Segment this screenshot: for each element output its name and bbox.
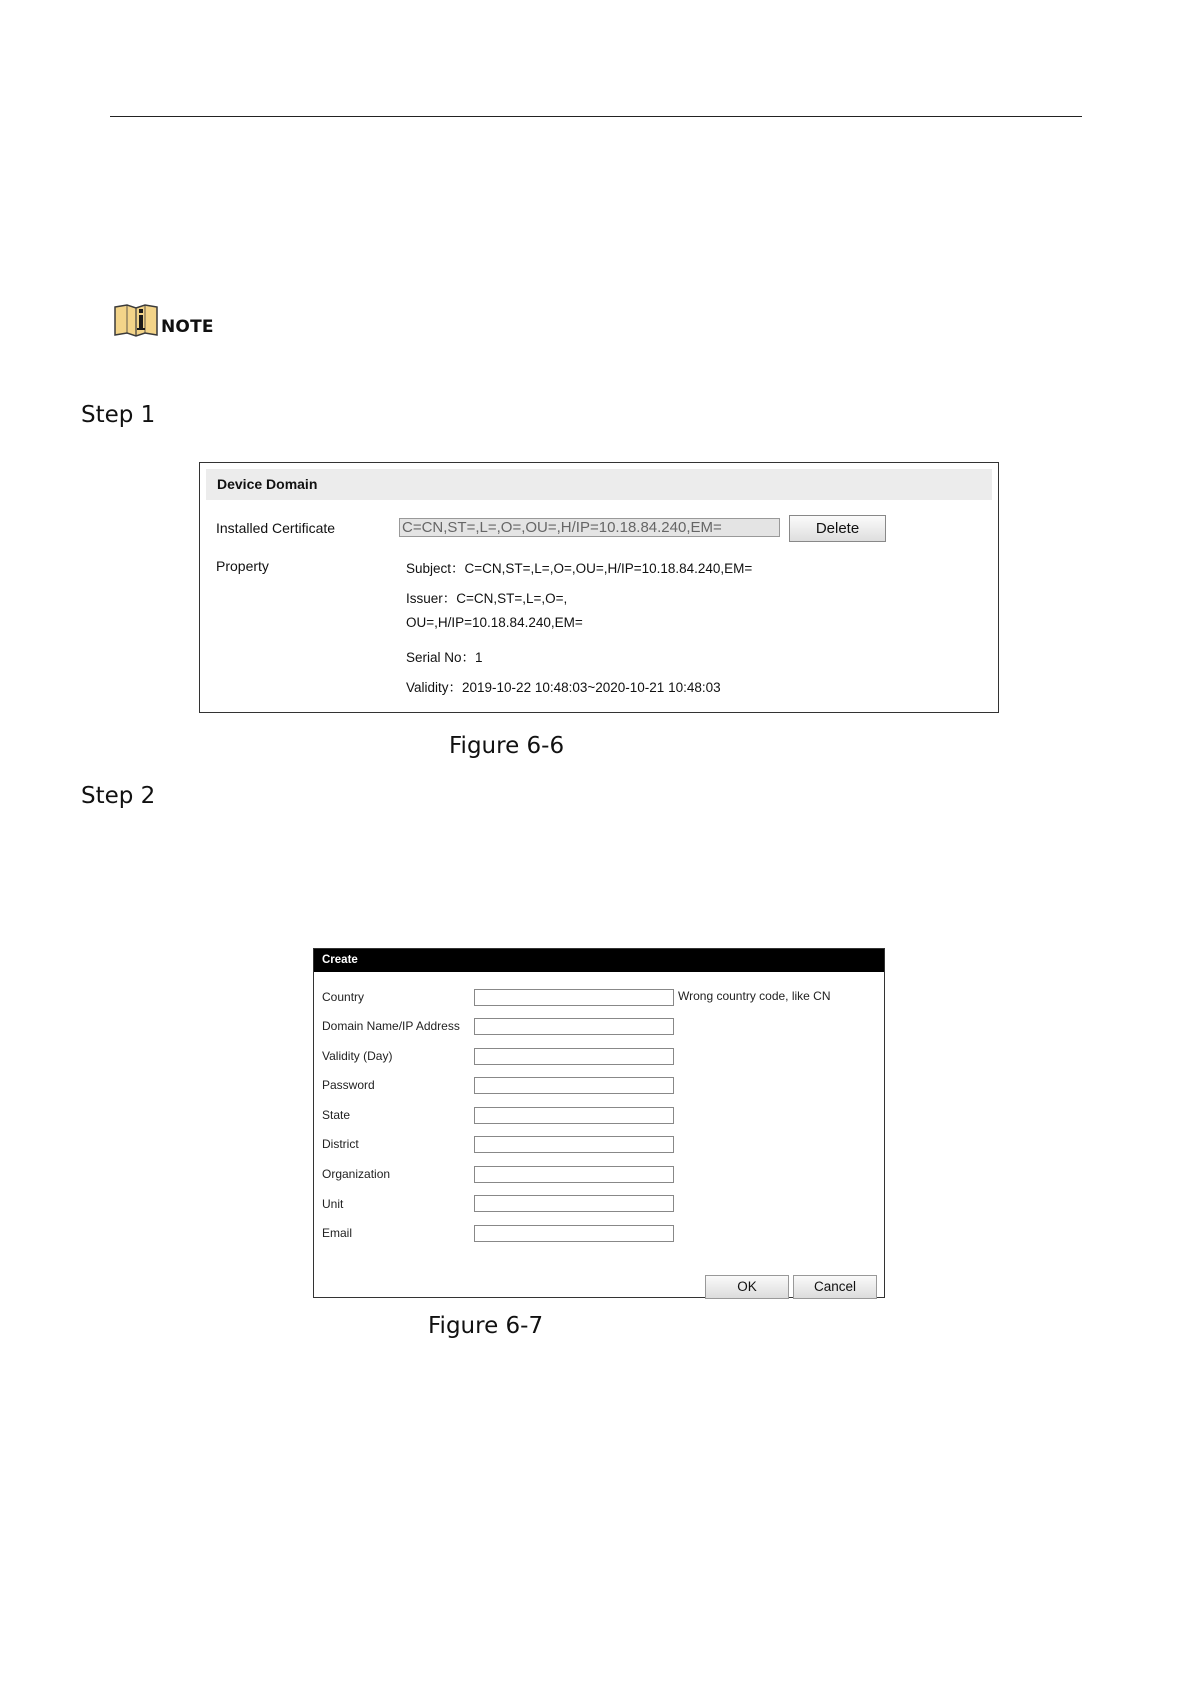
- header-rule: [110, 116, 1082, 117]
- step-2-label: Step 2: [81, 783, 156, 809]
- password-input[interactable]: [474, 1077, 674, 1094]
- email-input[interactable]: [474, 1225, 674, 1242]
- issuer-line: Issuer：C=CN,ST=,L=,O=,: [406, 591, 568, 606]
- district-label: District: [322, 1137, 359, 1151]
- unit-label: Unit: [322, 1197, 344, 1211]
- info-book-icon: [113, 302, 159, 338]
- validity-day-label: Validity (Day): [322, 1049, 393, 1063]
- country-hint: Wrong country code, like CN: [678, 989, 831, 1003]
- state-label: State: [322, 1108, 351, 1122]
- create-certificate-dialog: [313, 948, 885, 1298]
- figure-6-6-caption: Figure 6-6: [449, 733, 565, 759]
- delete-button[interactable]: Delete: [789, 515, 886, 542]
- installed-certificate-field[interactable]: C=CN,ST=,L=,O=,OU=,H/IP=10.18.84.240,EM=: [399, 518, 780, 537]
- country-label: Country: [322, 990, 365, 1004]
- note-label: NOTE: [161, 317, 214, 337]
- domain-name-input[interactable]: [474, 1018, 674, 1035]
- device-domain-panel: [199, 462, 999, 713]
- cancel-button[interactable]: Cancel: [793, 1275, 877, 1299]
- district-input[interactable]: [474, 1136, 674, 1153]
- step-1-label: Step 1: [81, 402, 156, 428]
- validity-day-input[interactable]: [474, 1048, 674, 1065]
- dialog-title: Create: [314, 949, 884, 972]
- installed-certificate-label: Installed Certificate: [216, 520, 336, 536]
- state-input[interactable]: [474, 1107, 674, 1124]
- password-label: Password: [322, 1078, 375, 1092]
- organization-input[interactable]: [474, 1166, 674, 1183]
- property-label: Property: [216, 558, 269, 574]
- unit-input[interactable]: [474, 1195, 674, 1212]
- serial-no-line: Serial No：1: [406, 650, 483, 665]
- note-block: [113, 302, 214, 338]
- panel-title: Device Domain: [206, 469, 992, 500]
- ok-button[interactable]: OK: [705, 1275, 789, 1299]
- domain-name-label: Domain Name/IP Address: [322, 1019, 460, 1033]
- validity-line: Validity：2019-10-22 10:48:03~2020-10-21 10:48:03: [406, 680, 721, 695]
- subject-line: Subject：C=CN,ST=,L=,O=,OU=,H/IP=10.18.84.240,EM=: [406, 561, 753, 576]
- issuer-line-continued: OU=,H/IP=10.18.84.240,EM=: [406, 615, 583, 630]
- figure-6-7-caption: Figure 6-7: [428, 1313, 544, 1339]
- country-input[interactable]: [474, 989, 674, 1006]
- email-label: Email: [322, 1226, 353, 1240]
- organization-label: Organization: [322, 1167, 391, 1181]
